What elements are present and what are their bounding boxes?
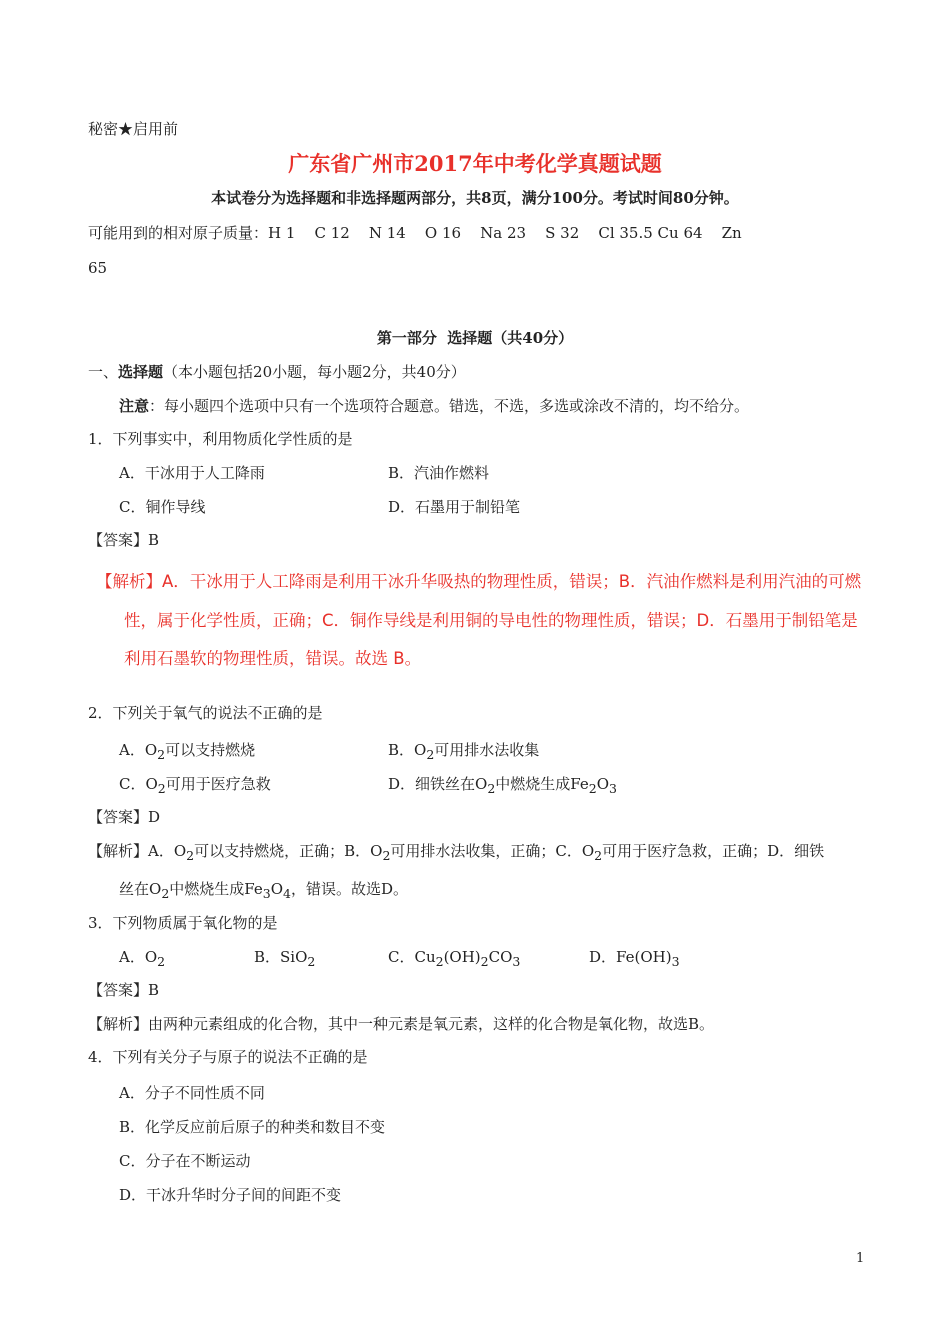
q2-analysis-label: 【解析】 <box>88 842 149 860</box>
q1-stem: 1．下列事实中，利用物质化学性质的是 <box>88 430 353 448</box>
q2-an2-s2: 3 <box>262 886 271 901</box>
q2-an1-c: 可用排水法收集，正确；C．O <box>390 842 595 860</box>
q2-an2-s3: 4 <box>283 886 291 901</box>
page-title: 广东省广州市2017年中考化学真题试题 <box>288 151 662 176</box>
q3-option-d <box>589 946 680 969</box>
q4-option-d: D．干冰升华时分子间的间距不变 <box>119 1186 342 1204</box>
q3-answer-value: B <box>148 981 160 999</box>
q3-b-text: B．SiO <box>254 948 308 966</box>
q1-option-a: A．干冰用于人工降雨 <box>119 464 265 482</box>
q2-an1-s3: 2 <box>594 848 603 863</box>
q2-an1-s2: 2 <box>382 848 391 863</box>
q2-d-sub2: 2 <box>588 781 597 796</box>
q2-an2-a: 丝在O <box>119 880 162 898</box>
note-label: 注意 <box>119 397 150 415</box>
atomic-masses-line1: 可能用到的相对原子质量：H 1 C 12 N 14 O 16 Na 23 S 32 Cl 35.5 Cu 64 Zn <box>88 224 742 242</box>
q2-a-sub: 2 <box>157 747 166 762</box>
q1-option-b: B．汽油作燃料 <box>388 464 490 482</box>
q2-b-sub: 2 <box>426 747 435 762</box>
q3-option-c <box>388 946 520 969</box>
q4-option-a: A．分子不同性质不同 <box>119 1084 265 1102</box>
q3-c-text3: CO <box>488 948 513 966</box>
section-title-rest: （本小题包括20小题，每小题2分，共40分） <box>163 363 466 381</box>
q4-stem: 4．下列有关分子与原子的说法不正确的是 <box>88 1048 368 1066</box>
section-title <box>88 361 466 382</box>
section-title-prefix: 一、 <box>88 363 119 381</box>
q2-option-c <box>119 773 271 796</box>
q3-option-b <box>254 946 315 969</box>
q2-d-sub: 2 <box>487 781 496 796</box>
q2-answer <box>88 806 160 827</box>
q3-c-sub3: 3 <box>512 954 521 969</box>
part-heading: 第一部分 选择题（共40分） <box>376 329 574 347</box>
q1-answer <box>88 529 159 550</box>
q3-c-sub2: 2 <box>480 954 489 969</box>
secret-label: 秘密★启用前 <box>88 120 179 138</box>
q1-analysis-line3: 利用石墨软的物理性质，错误。故选 B。 <box>124 649 422 668</box>
q2-an2-b: 中燃烧生成Fe <box>169 880 263 898</box>
q4-option-c: C．分子在不断运动 <box>119 1152 251 1170</box>
q3-answer <box>88 979 159 1000</box>
q2-analysis-line2 <box>119 878 408 901</box>
q2-option-b <box>388 739 539 762</box>
q2-analysis-line1 <box>88 840 824 863</box>
q3-answer-label: 【答案】 <box>88 981 149 999</box>
q2-an2-d: ，错误。故选D。 <box>290 880 408 898</box>
q2-answer-label: 【答案】 <box>88 808 149 826</box>
q2-an1-a: A．O <box>148 842 187 860</box>
q1-answer-value: B <box>148 531 160 549</box>
q2-an1-s1: 2 <box>186 848 195 863</box>
q1-option-d: D．石墨用于制铅笔 <box>388 498 521 516</box>
q2-d-text: D．细铁丝在O <box>388 775 488 793</box>
q2-d-text3: O <box>596 775 610 793</box>
section-title-bold: 选择题 <box>118 363 164 381</box>
q2-option-a <box>119 739 255 762</box>
q2-d-sub3: 3 <box>609 781 617 796</box>
q2-b-text: B．O <box>388 741 427 759</box>
q3-a-text: A．O <box>119 948 158 966</box>
atomic-masses-line2: 65 <box>88 259 108 277</box>
q3-analysis <box>88 1013 714 1034</box>
q2-c-text: C．O <box>119 775 158 793</box>
q2-b-text2: 可用排水法收集 <box>434 741 540 759</box>
q1-answer-label: 【答案】 <box>88 531 149 549</box>
q3-c-text: C．Cu <box>388 948 436 966</box>
q3-stem: 3．下列物质属于氧化物的是 <box>88 914 278 932</box>
q2-stem: 2．下列关于氧气的说法不正确的是 <box>88 704 323 722</box>
q1-option-c: C．铜作导线 <box>119 498 206 516</box>
q3-analysis-label: 【解析】 <box>88 1015 149 1033</box>
exam-intro: 本试卷分为选择题和非选择题两部分，共8页，满分100分。考试时间80分钟。 <box>211 189 739 207</box>
q3-c-text2: (OH) <box>443 948 481 966</box>
q3-analysis-text: 由两种元素组成的化合物，其中一种元素是氧元素，这样的化合物是氧化物，故选B。 <box>148 1015 715 1033</box>
q2-an1-d: 可用于医疗急救，正确；D．细铁 <box>602 842 825 860</box>
q3-d-sub: 3 <box>671 954 680 969</box>
q3-option-a <box>119 946 165 969</box>
q2-c-text2: 可用于医疗急救 <box>165 775 271 793</box>
q4-option-b: B．化学反应前后原子的种类和数目不变 <box>119 1118 386 1136</box>
page-number: 1 <box>856 1251 865 1266</box>
q3-d-text: D．Fe(OH) <box>589 948 672 966</box>
q3-b-sub: 2 <box>307 954 316 969</box>
q1-analysis-line1: 【解析】A．干冰用于人工降雨是利用干冰升华吸热的物理性质，错误；B．汽油作燃料是利用汽油的可燃 <box>96 572 862 591</box>
q2-an2-s1: 2 <box>161 886 170 901</box>
q2-an2-c: O <box>270 880 283 898</box>
q2-answer-value: D <box>148 808 161 826</box>
q3-a-sub: 2 <box>157 954 166 969</box>
q2-a-text2: 可以支持燃烧 <box>165 741 256 759</box>
q2-d-text2: 中燃烧生成Fe <box>495 775 589 793</box>
q2-an1-b: 可以支持燃烧，正确；B．O <box>194 842 383 860</box>
q2-a-text: A．O <box>119 741 158 759</box>
note <box>119 395 749 416</box>
q1-analysis-line2: 性，属于化学性质，正确；C．铜作导线是利用铜的导电性的物理性质，错误；D．石墨用于制铅笔是 <box>124 611 858 630</box>
note-text: ：每小题四个选项中只有一个选项符合题意。错选，不选，多选或涂改不清的，均不给分。 <box>149 397 750 415</box>
q2-option-d <box>388 773 617 796</box>
q2-c-sub: 2 <box>157 781 166 796</box>
q3-c-sub: 2 <box>435 954 444 969</box>
